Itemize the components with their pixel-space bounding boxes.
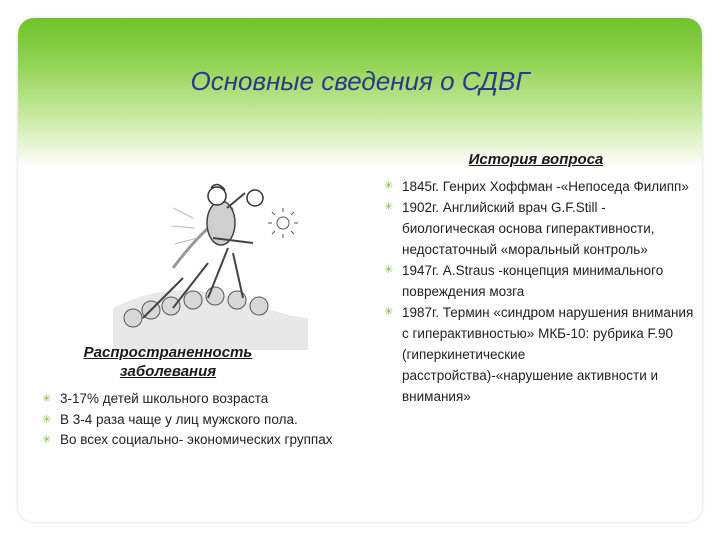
list-item [380,260,700,302]
prevalence-item-text: В 3-4 раза чаще у лиц мужского пола. [60,411,298,427]
prevalence-list [38,389,348,451]
bullet-icon: ✳ [42,413,52,426]
list-item [380,176,700,197]
bullet-icon: ✳ [384,201,394,213]
list-item [38,389,348,410]
list-item [38,430,348,451]
history-item-text: 1902г. Английский врач G.F.Still - биологическая основа гиперактивности, недостаточный «моральный контроль» [402,200,655,257]
prevalence-item-text: Во всех социально- экономических группах [60,432,333,447]
history-heading: История вопроса [468,151,604,168]
hyperactive-child-illustration [113,168,308,350]
history-list [380,176,700,407]
prevalence-heading: Распространенность заболевания [83,344,253,380]
list-item [38,410,348,431]
list-item [380,302,700,407]
bullet-icon: ✳ [42,393,52,405]
bullet-icon: ✳ [42,434,52,446]
history-item-text: 1845г. Генрих Хоффман -«Непоседа Филипп» [402,179,689,194]
bullet-icon: ✳ [384,306,394,318]
history-item-text: 1987г. Термин «синдром нарушения внимания с гиперактивностью» МКБ-10: рубрика F.90 (гиперкинетические расстройства)-«нарушение активности и внимания» [402,305,694,404]
bullet-icon: ✳ [384,180,394,192]
bullet-icon: ✳ [384,264,394,276]
slide-title: Основные сведения о СДВГ [190,66,530,96]
list-item [380,197,700,260]
prevalence-item-text: 3-17% детей школьного возраста [60,391,269,406]
history-item-text: 1947г. A.Straus -концепция минимального повреждения мозга [402,263,664,299]
